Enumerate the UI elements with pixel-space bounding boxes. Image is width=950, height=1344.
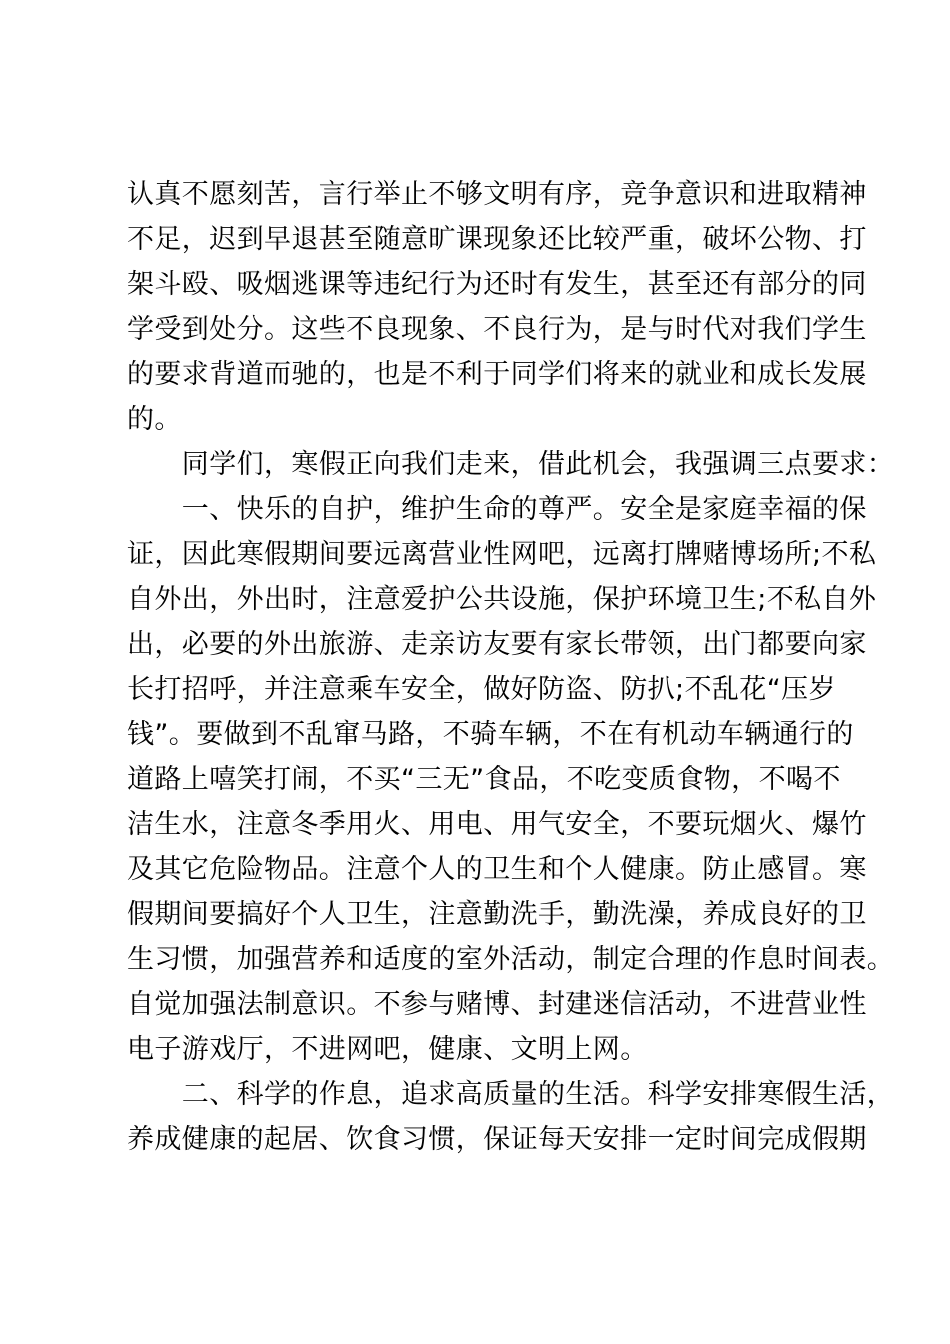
text-line: 钱”。要做到不乱窜马路，不骑车辆，不在有机动车辆通行的 — [127, 719, 854, 750]
text-line: 同学们，寒假正向我们走来，借此机会，我强调三点要求： — [127, 449, 895, 480]
body-text — [127, 172, 895, 1162]
text-line: 证，因此寒假期间要远离营业性网吧，远离打牌赌博场所;不私 — [127, 539, 877, 570]
text-line: 出，必要的外出旅游、走亲访友要有家长带领，出门都要向家 — [127, 629, 867, 660]
text-line: 的要求背道而驰的，也是不利于同学们将来的就业和成长发展 — [127, 359, 867, 390]
text-line: 自觉加强法制意识。不参与赌博、封建迷信活动，不进营业性 — [127, 989, 867, 1020]
text-line: 长打招呼，并注意乘车安全，做好防盗、防扒;不乱花“压岁 — [127, 674, 836, 705]
text-line: 不足，迟到早退甚至随意旷课现象还比较严重，破坏公物、打 — [127, 224, 867, 255]
text-line: 一、快乐的自护，维护生命的尊严。安全是家庭幸福的保 — [127, 494, 867, 525]
text-line: 电子游戏厅，不进网吧，健康、文明上网。 — [127, 1034, 648, 1065]
text-line: 自外出，外出时，注意爱护公共设施，保护环境卫生;不私自外 — [127, 584, 877, 615]
text-line: 的。 — [127, 404, 182, 435]
text-line: 架斗殴、吸烟逃课等违纪行为还时有发生，甚至还有部分的同 — [127, 269, 867, 300]
text-line: 二、科学的作息，追求高质量的生活。科学安排寒假生活， — [127, 1079, 895, 1110]
text-line: 养成健康的起居、饮食习惯，保证每天安排一定时间完成假期 — [127, 1124, 867, 1155]
text-line: 洁生水，注意冬季用火、用电、用气安全，不要玩烟火、爆竹 — [127, 809, 867, 840]
text-line: 认真不愿刻苦，言行举止不够文明有序，竞争意识和进取精神 — [127, 179, 867, 210]
text-line: 假期间要搞好个人卫生，注意勤洗手，勤洗澡，养成良好的卫 — [127, 899, 867, 930]
text-line: 及其它危险物品。注意个人的卫生和个人健康。防止感冒。寒 — [127, 854, 867, 885]
text-line: 学受到处分。这些不良现象、不良行为，是与时代对我们学生 — [127, 314, 867, 345]
text-line: 生习惯，加强营养和适度的室外活动，制定合理的作息时间表。 — [127, 944, 895, 975]
text-line: 道路上嘻笑打闹，不买“三无”食品，不吃变质食物，不喝不 — [127, 764, 841, 795]
